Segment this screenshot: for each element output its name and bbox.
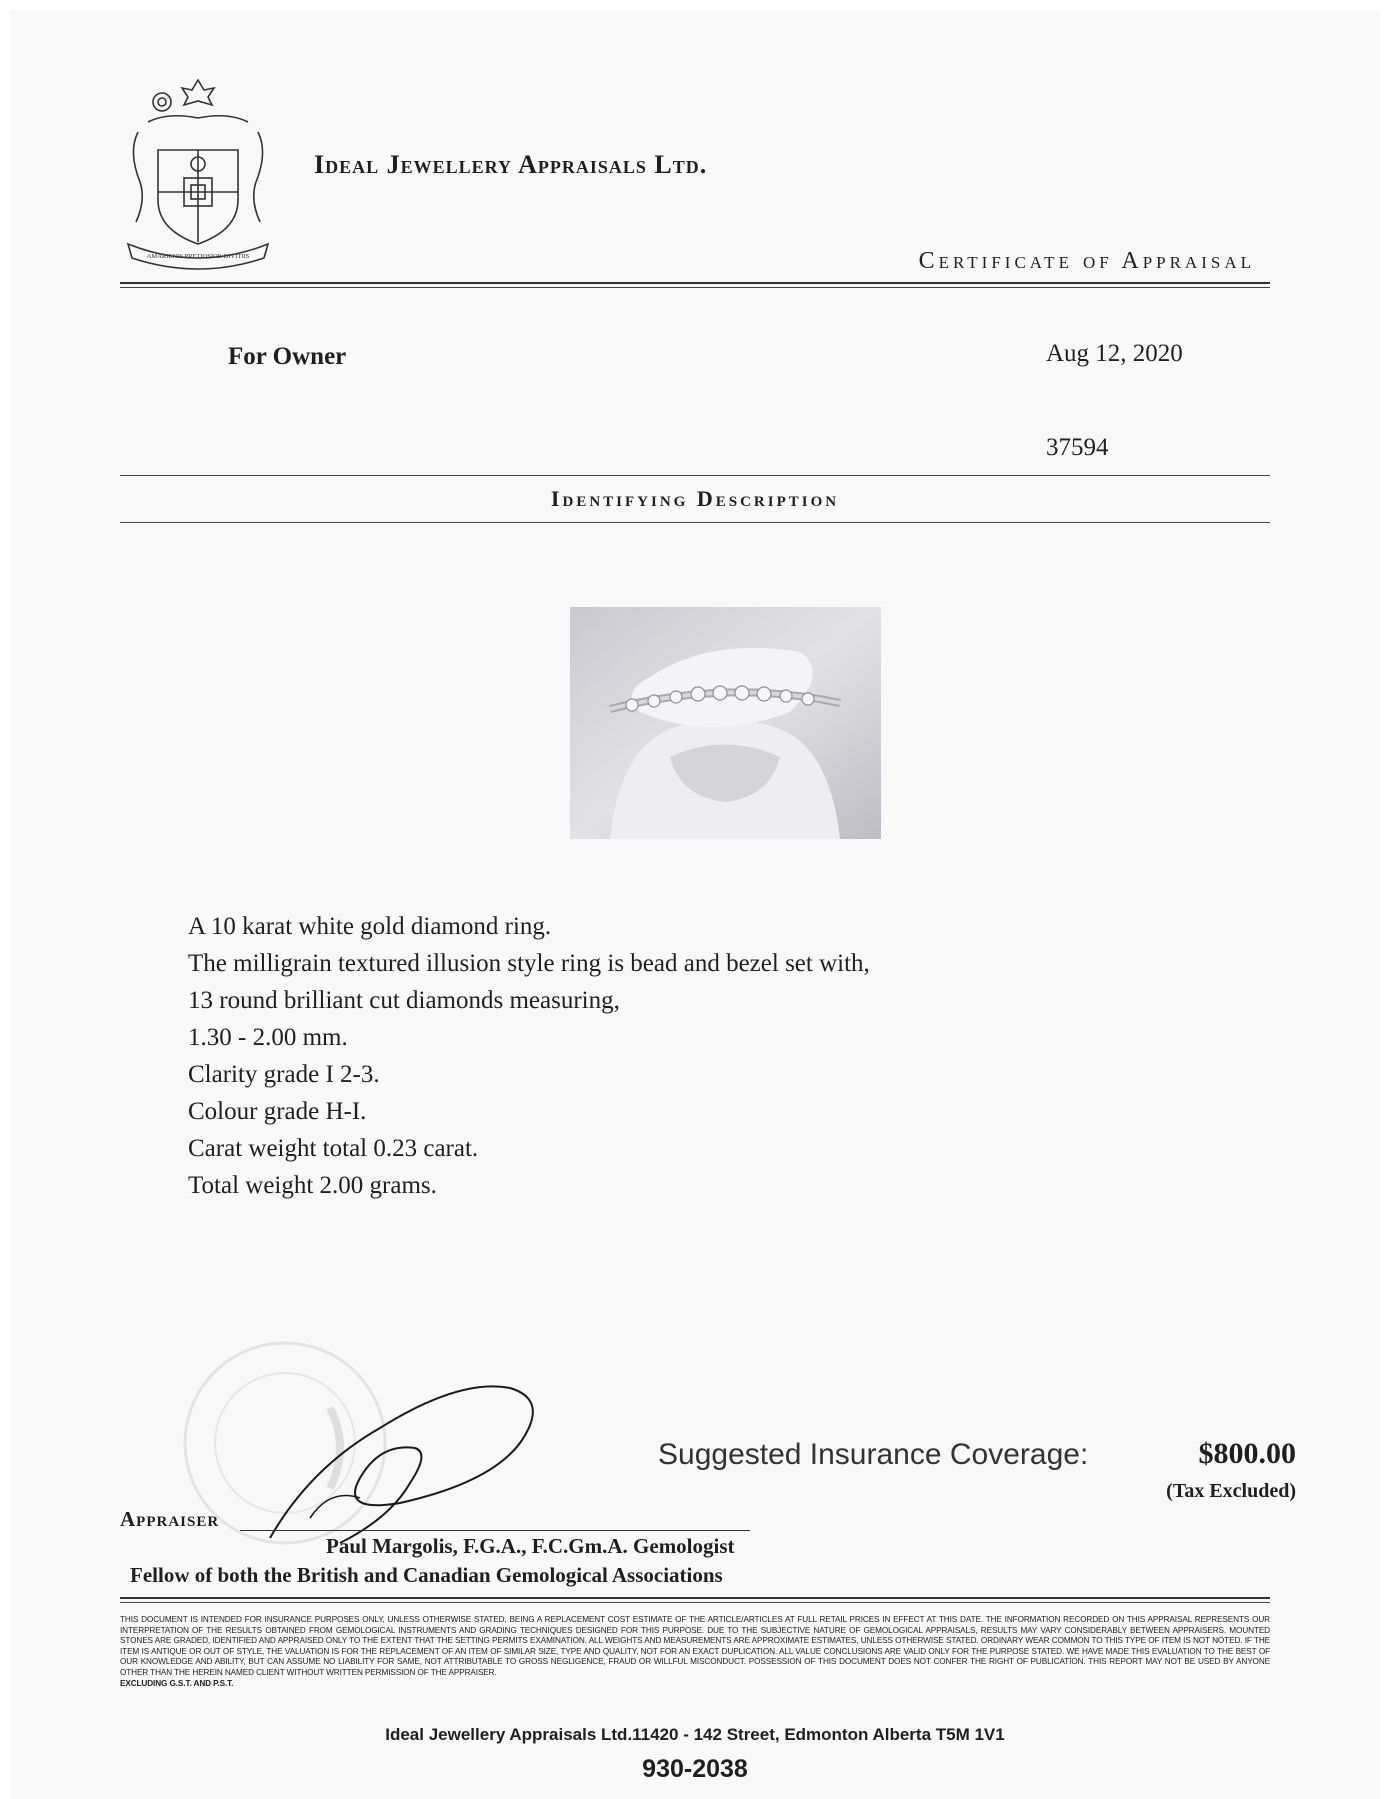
- description-line: A 10 karat white gold diamond ring.: [188, 913, 552, 940]
- description-line: Carat weight total 0.23 carat.: [188, 1135, 479, 1162]
- coverage-label: Suggested Insurance Coverage:: [658, 1438, 1089, 1471]
- signature-line: [240, 1530, 750, 1531]
- tax-note: (Tax Excluded): [1166, 1480, 1296, 1502]
- company-crest-logo: [118, 72, 278, 272]
- appraiser-label: Appraiser: [120, 1507, 220, 1531]
- disclaimer-tax-note: EXCLUDING G.S.T. AND P.S.T.: [120, 1678, 234, 1688]
- footer-divider: [120, 1597, 1270, 1599]
- section-divider-top: [120, 475, 1270, 476]
- disclaimer: [120, 1615, 1270, 1689]
- coverage-value: $800.00: [1198, 1437, 1296, 1470]
- recipient-label: For Owner: [228, 343, 347, 370]
- description-line: Clarity grade I 2-3.: [188, 1061, 380, 1088]
- crest-motto: AMARIENIS PRETIOSIOR DIVITIIS: [146, 253, 250, 260]
- description-line: The milligrain textured illusion style ring is bead and bezel set with,: [188, 950, 870, 977]
- description-line: Total weight 2.00 grams.: [188, 1172, 437, 1199]
- description-line: 13 round brilliant cut diamonds measuring,: [188, 987, 620, 1014]
- disclaimer-text: THIS DOCUMENT IS INTENDED FOR INSURANCE PURPOSES ONLY, UNLESS OTHERWISE STATED, BEING A REPLACEMENT COST ESTIMATE OF THE ARTICLE/ARTICLES AT FULL RETAIL PRICES IN EFFECT AT THIS DATE. THE INFORMATION RECORDED ON THIS APPRAISAL REPRESENTS OUR INTERPRETATION OF THE RESULTS OBTAINED FROM GEMOLOGICAL INSTRUMENTS AND GRADING TECHNIQUES DESIGNED FOR THIS PURPOSE. DUE TO THE SUBJECTIVE NATURE OF GEMOLOGICAL APPRAISALS, RESULTS MAY VARY CONSIDERABLY BETWEEN APPRAISERS. MOUNTED STONES ARE GRADED, IDENTIFIED AND APPRAISED ONLY TO THE EXTENT THAT THE SETTING PERMITS EXAMINATION. ALL WEIGHTS AND MEASUREMENTS ARE APPROXIMATE ESTIMATES, UNLESS OTHERWISE STATED. ORDINARY WEAR COMMON TO THIS TYPE OF ITEM IS NOT NOTED. IF THE ITEM IS ANTIQUE OR OUT OF STYLE, THE VALUATION IS FOR THE REPLACEMENT OF AN ITEM OF SIMILAR SIZE, TYPE AND QUALITY, NOT FOR AN EXACT DUPLICATION. ALL VALUE CONCLUSIONS ARE VALID ONLY FOR THE PURPOSE STATED. WE HAVE MADE THIS EVALUATION TO THE BEST OF OUR KNOWLEDGE AND ABILITY, BUT CAN ASSUME NO LIABILITY FOR SAME, NOT ATTRIBUTABLE TO GROSS NEGLIGENCE, FRAUD OR WILLFUL MISCONDUCT. POSSESSION OF THIS DOCUMENT DOES NOT CONFER THE RIGHT OF PUBLICATION. THIS REPORT MAY NOT BE USED BY ANYONE OTHER THAN THE HEREIN NAMED CLIENT WITHOUT WRITTEN PERMISSION OF THE APPRAISER.: [120, 1615, 1270, 1677]
- certificate-title: Certificate of Appraisal: [918, 248, 1255, 274]
- item-description: [188, 908, 870, 1204]
- header-divider-secondary: [120, 287, 1270, 288]
- description-line: 1.30 - 2.00 mm.: [188, 1024, 348, 1051]
- section-title: Identifying Description: [550, 486, 840, 511]
- certificate-number: 37594: [1046, 434, 1109, 461]
- footer-divider-secondary: [120, 1602, 1270, 1603]
- description-line: Colour grade H-I.: [188, 1098, 367, 1125]
- appraiser-affiliation: Fellow of both the British and Canadian Gemological Associations: [130, 1563, 723, 1587]
- company-name: Ideal Jewellery Appraisals Ltd.: [314, 150, 708, 179]
- header-divider: [120, 282, 1270, 284]
- appraiser-name: Paul Margolis, F.G.A., F.C.Gm.A. Gemologist: [326, 1534, 735, 1558]
- appraisal-date: Aug 12, 2020: [1046, 340, 1183, 367]
- company-address: Ideal Jewellery Appraisals Ltd.11420 - 142 Street, Edmonton Alberta T5M 1V1: [385, 1725, 1005, 1744]
- company-phone: 930-2038: [642, 1755, 748, 1783]
- section-divider-bottom: [120, 522, 1270, 523]
- ring-photo: [570, 607, 881, 839]
